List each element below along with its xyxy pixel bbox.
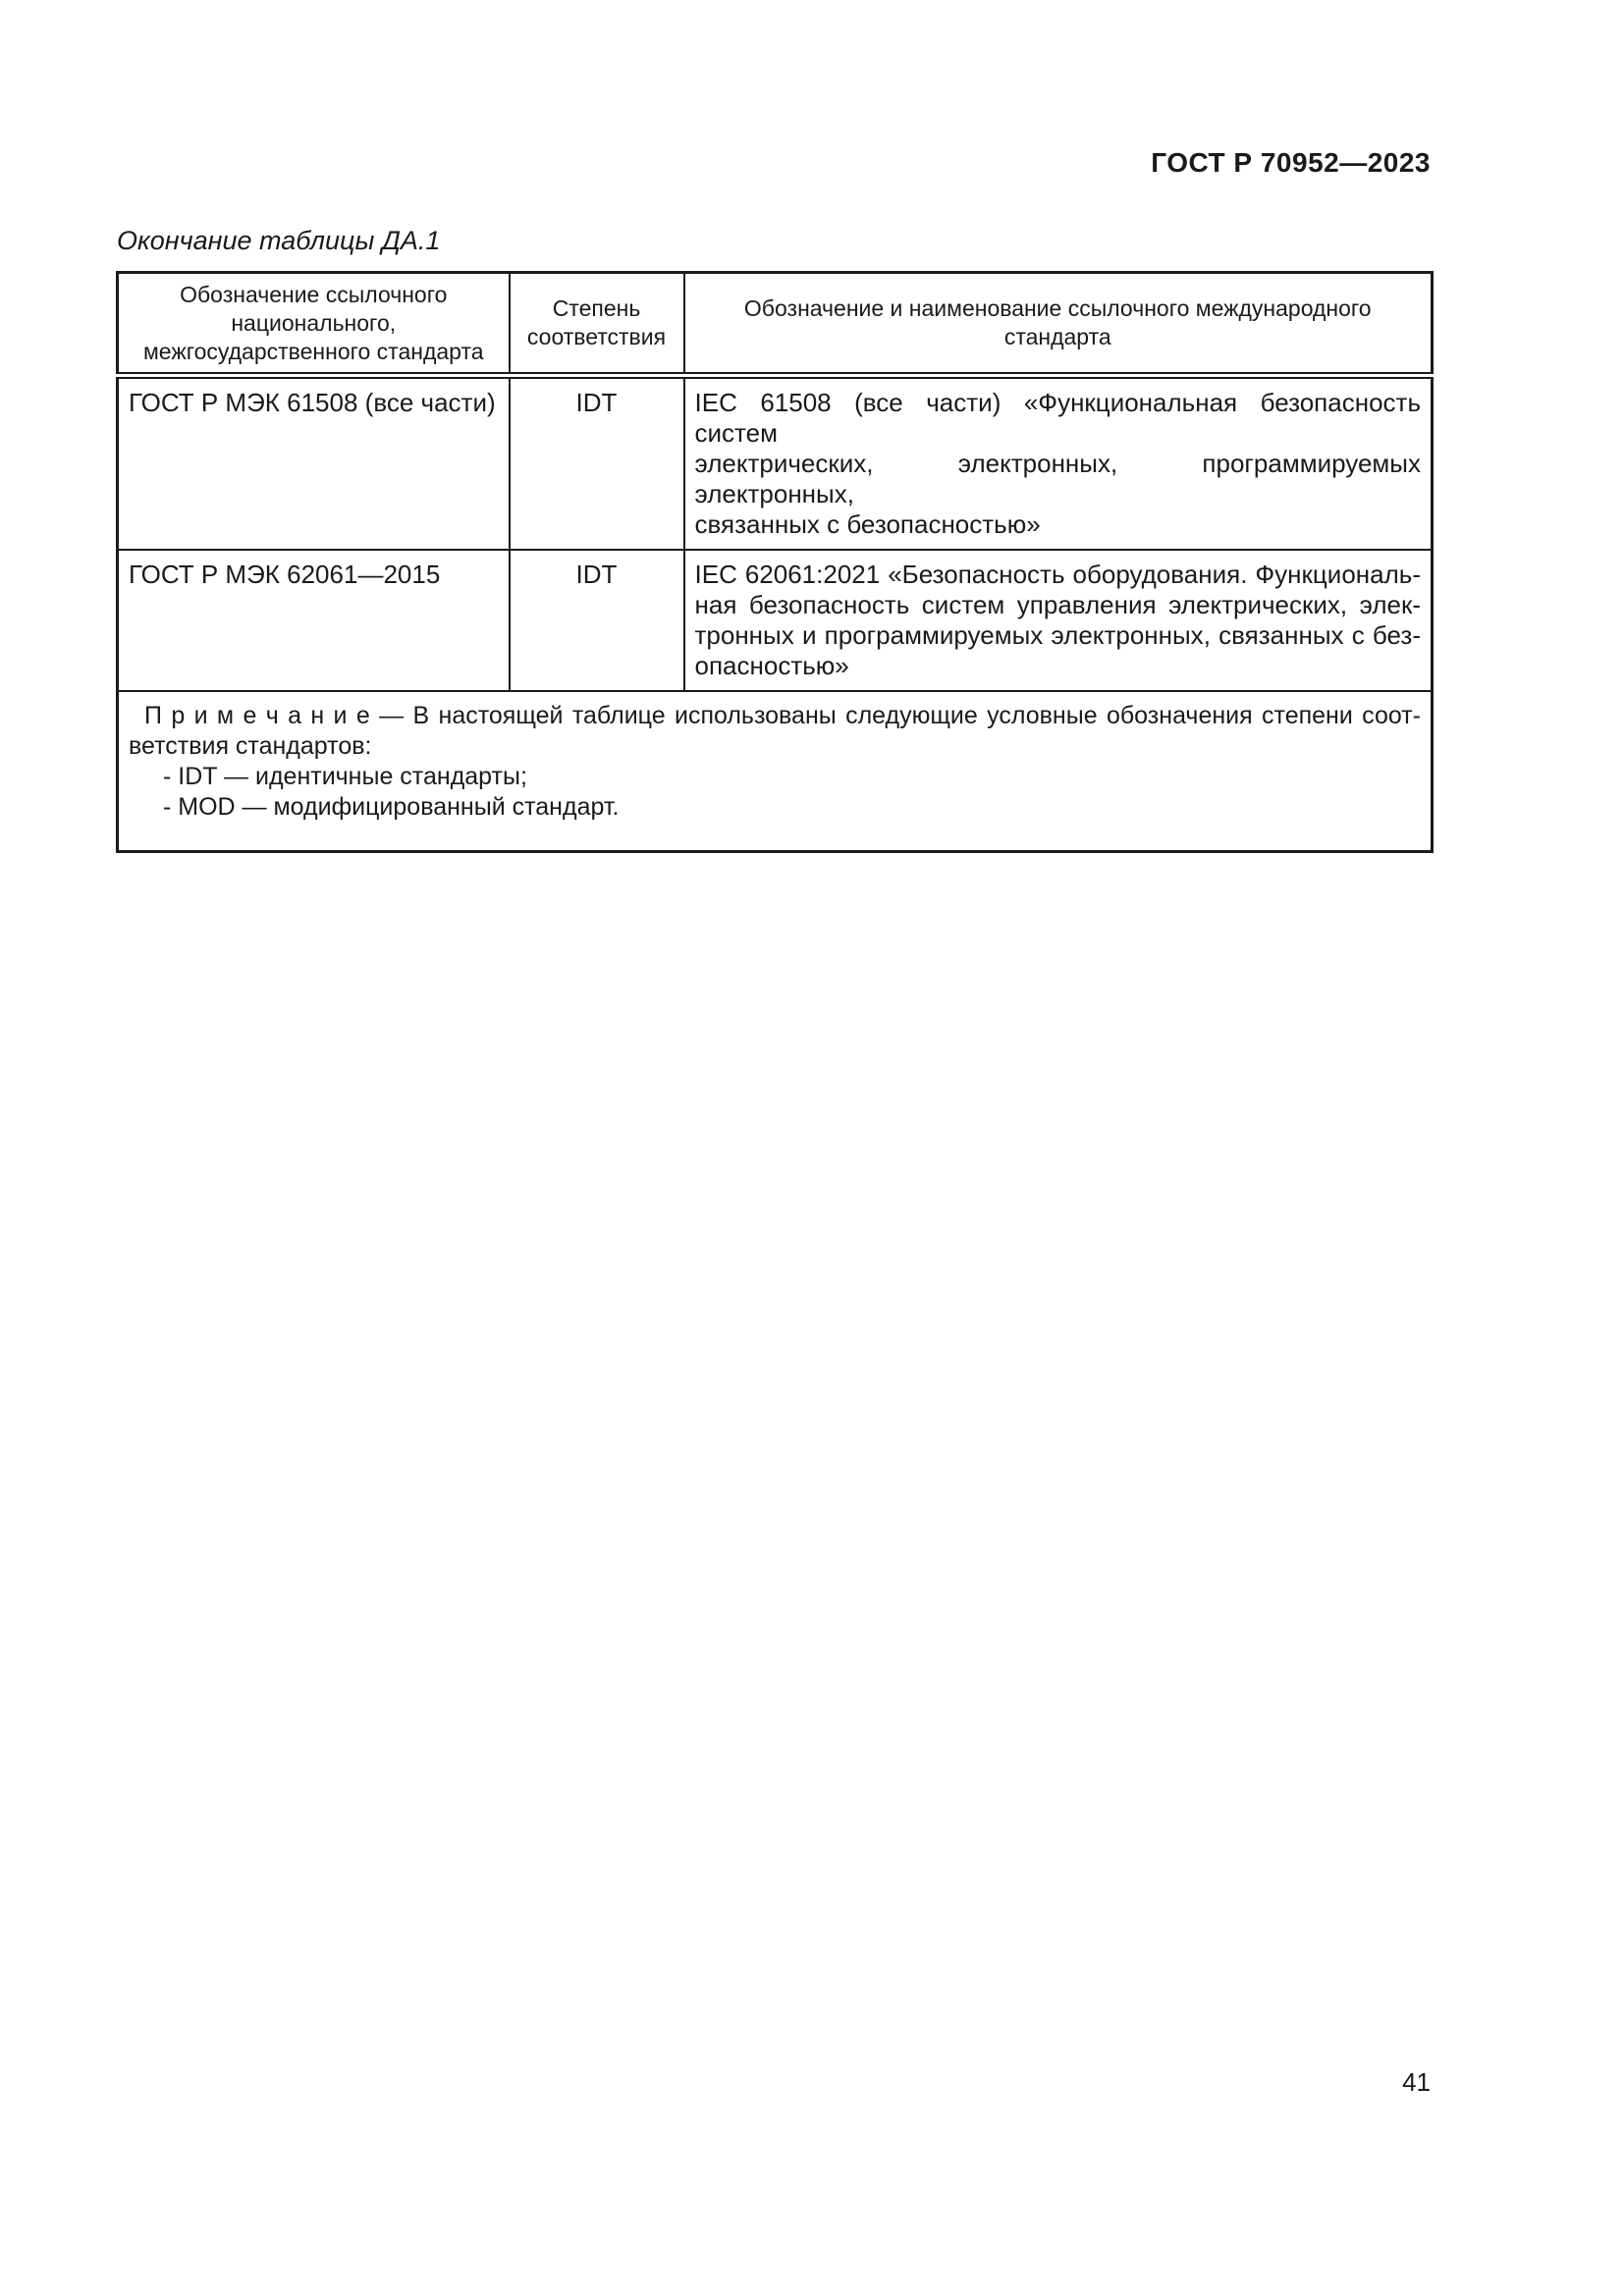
degree-cell: IDT: [510, 376, 684, 551]
page-number: 41: [1402, 2067, 1431, 2097]
table-header-row: [118, 273, 1433, 376]
national-standard-cell: ГОСТ Р МЭК 61508 (все части): [118, 376, 510, 551]
table-caption: Окончание таблицы ДА.1: [117, 226, 441, 255]
note-cell: [118, 691, 1433, 852]
col-header-international-standard: Обозначение и наименование ссылочного международного стандарта: [684, 273, 1433, 376]
national-standard-cell: ГОСТ Р МЭК 62061—2015: [118, 550, 510, 691]
table-head: [118, 273, 1433, 376]
note-item-mod: - MOD — модифицированный стандарт.: [163, 793, 620, 821]
table-row: [118, 550, 1433, 691]
col-header-degree-of-conformity: Степень соответствия: [510, 273, 684, 376]
note-item-idt: - IDT — идентичные стандарты;: [163, 763, 527, 790]
table-row: [118, 376, 1433, 551]
international-standard-cell: IEC 61508 (все части) «Функциональная безопасность систем электрических, электронных, программируемых электронных, связанных с безопасностью»: [684, 376, 1433, 551]
degree-cell: IDT: [510, 550, 684, 691]
table-note-row: [118, 691, 1433, 852]
table-body: [118, 376, 1433, 852]
standards-equivalence-table: [116, 271, 1434, 853]
document-header-standard-number: ГОСТ Р 70952—2023: [1151, 147, 1431, 178]
international-standard-cell: IEC 62061:2021 «Безопасность оборудования. Функциональ- ная безопасность систем управления электрических, элек- тронных и программируемых электронных, связанных с без- опасностью»: [684, 550, 1433, 691]
note-intro-line: П р и м е ч а н и е — В настоящей таблице использованы следующие условные обозначения степени соот-: [144, 702, 1421, 729]
note-intro-continuation: ветствия стандартов:: [129, 732, 372, 760]
col-header-national-standard: Обозначение ссылочного национального, межгосударственного стандарта: [118, 273, 510, 376]
